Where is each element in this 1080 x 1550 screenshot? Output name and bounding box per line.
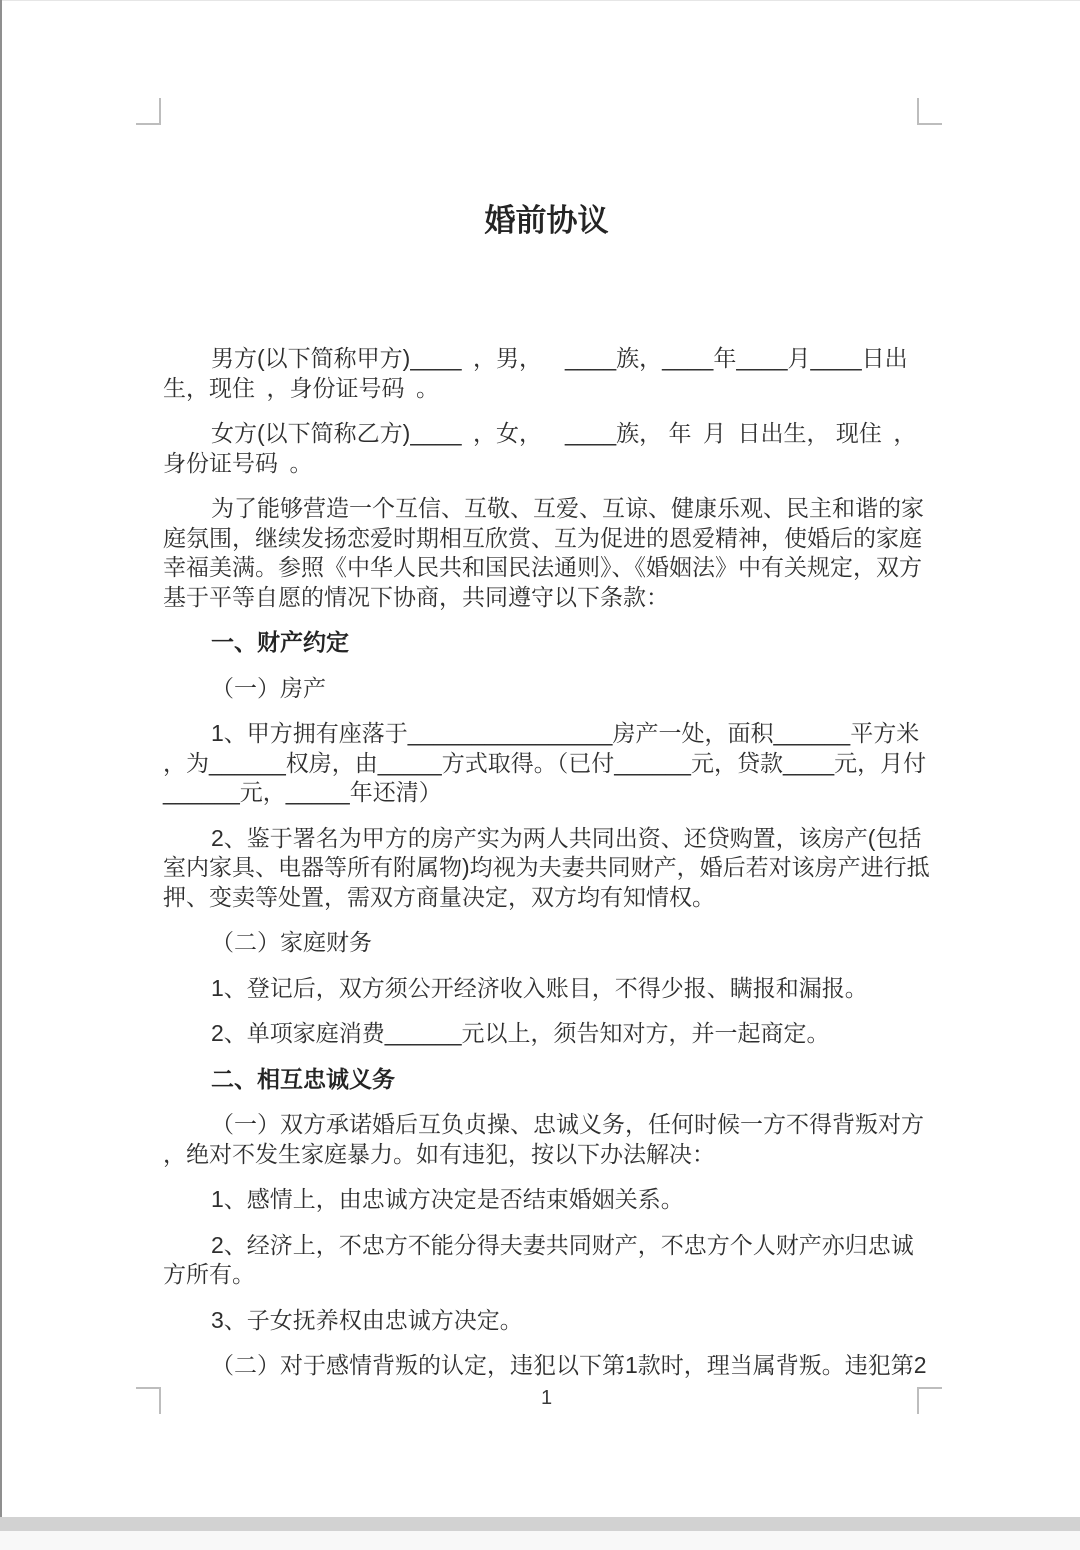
page-number: 1 (540, 1387, 553, 1409)
paragraph: 2、经济上，不忠方不能分得夫妻共同财产，不忠方个人财产亦归忠诚方所有。 (163, 1231, 914, 1287)
paragraph: 2、鉴于署名为甲方的房产实为两人共同出资、还贷购置，该房产(包括室内家具、电器等所有附属物)均视为夫妻共同财产，婚后若对该房产进行抵押、变卖等处置，需双方商量决定，双方均有知情权。 (163, 824, 930, 910)
paragraph: （二）家庭财务 (211, 929, 372, 955)
margin-crop-mark-bottom-left (136, 1387, 161, 1414)
paragraph: （一）房产 (211, 674, 326, 701)
paragraph: 为了能够营造一个互信、互敬、互爱、互谅、健康乐观、民主和谐的家庭氛围，继续发扬恋爱时期相互欣赏、互为促进的恩爱精神，使婚后的家庭幸福美满。参照《中华人民共和国民法通则》、《婚姻法》中有关规定，双方基于平等自愿的情况下协商，共同遵守以下条款： (163, 495, 924, 610)
paragraph: 2、单项家庭消费______元以上，须告知对方，并一起商定。 (211, 1020, 830, 1046)
photo-left-edge-line (0, 0, 2, 1550)
paragraph: 1、甲方拥有座落于________________房产一处，面积______平方米，为______权房，由_____方式取得。（已付______元，贷款____元，月付______元，_____年还清） (163, 720, 927, 805)
margin-crop-mark-top-left (136, 98, 161, 125)
paragraph: 1、感情上，由忠诚方决定是否结束婚姻关系。 (211, 1186, 684, 1212)
paragraph: 1、登记后，双方须公开经济收入账目，不得少报、瞒报和漏报。 (211, 974, 868, 1001)
paragraph: 3、子女抚养权由忠诚方决定。 (211, 1306, 523, 1333)
document-body (163, 344, 930, 1381)
paragraph: 男方(以下简称甲方)____ ，男， ____族，____年____月____日出生，现住 ，身份证号码 。 (163, 345, 908, 401)
paragraph: （二）对于感情背叛的认定，违犯以下第1款时，理当属背叛。违犯第2 (211, 1352, 927, 1378)
paragraph: （一）双方承诺婚后互负贞操、忠诚义务，任何时候一方不得背叛对方，绝对不发生家庭暴力。如有违犯，按以下办法解决： (163, 1111, 924, 1167)
section-heading: 二、相互忠诚义务 (211, 1065, 395, 1092)
section-heading: 一、财产约定 (211, 629, 349, 655)
paragraph: 女方(以下简称乙方)____ ，女， ____族， 年 月 日出生， 现住 ，身份证号码 。 (163, 420, 917, 476)
page-separator-band (0, 1517, 1080, 1531)
document-page (163, 0, 930, 1397)
next-page-top-sliver (0, 1531, 1080, 1550)
document-title: 婚前协议 (484, 203, 609, 238)
